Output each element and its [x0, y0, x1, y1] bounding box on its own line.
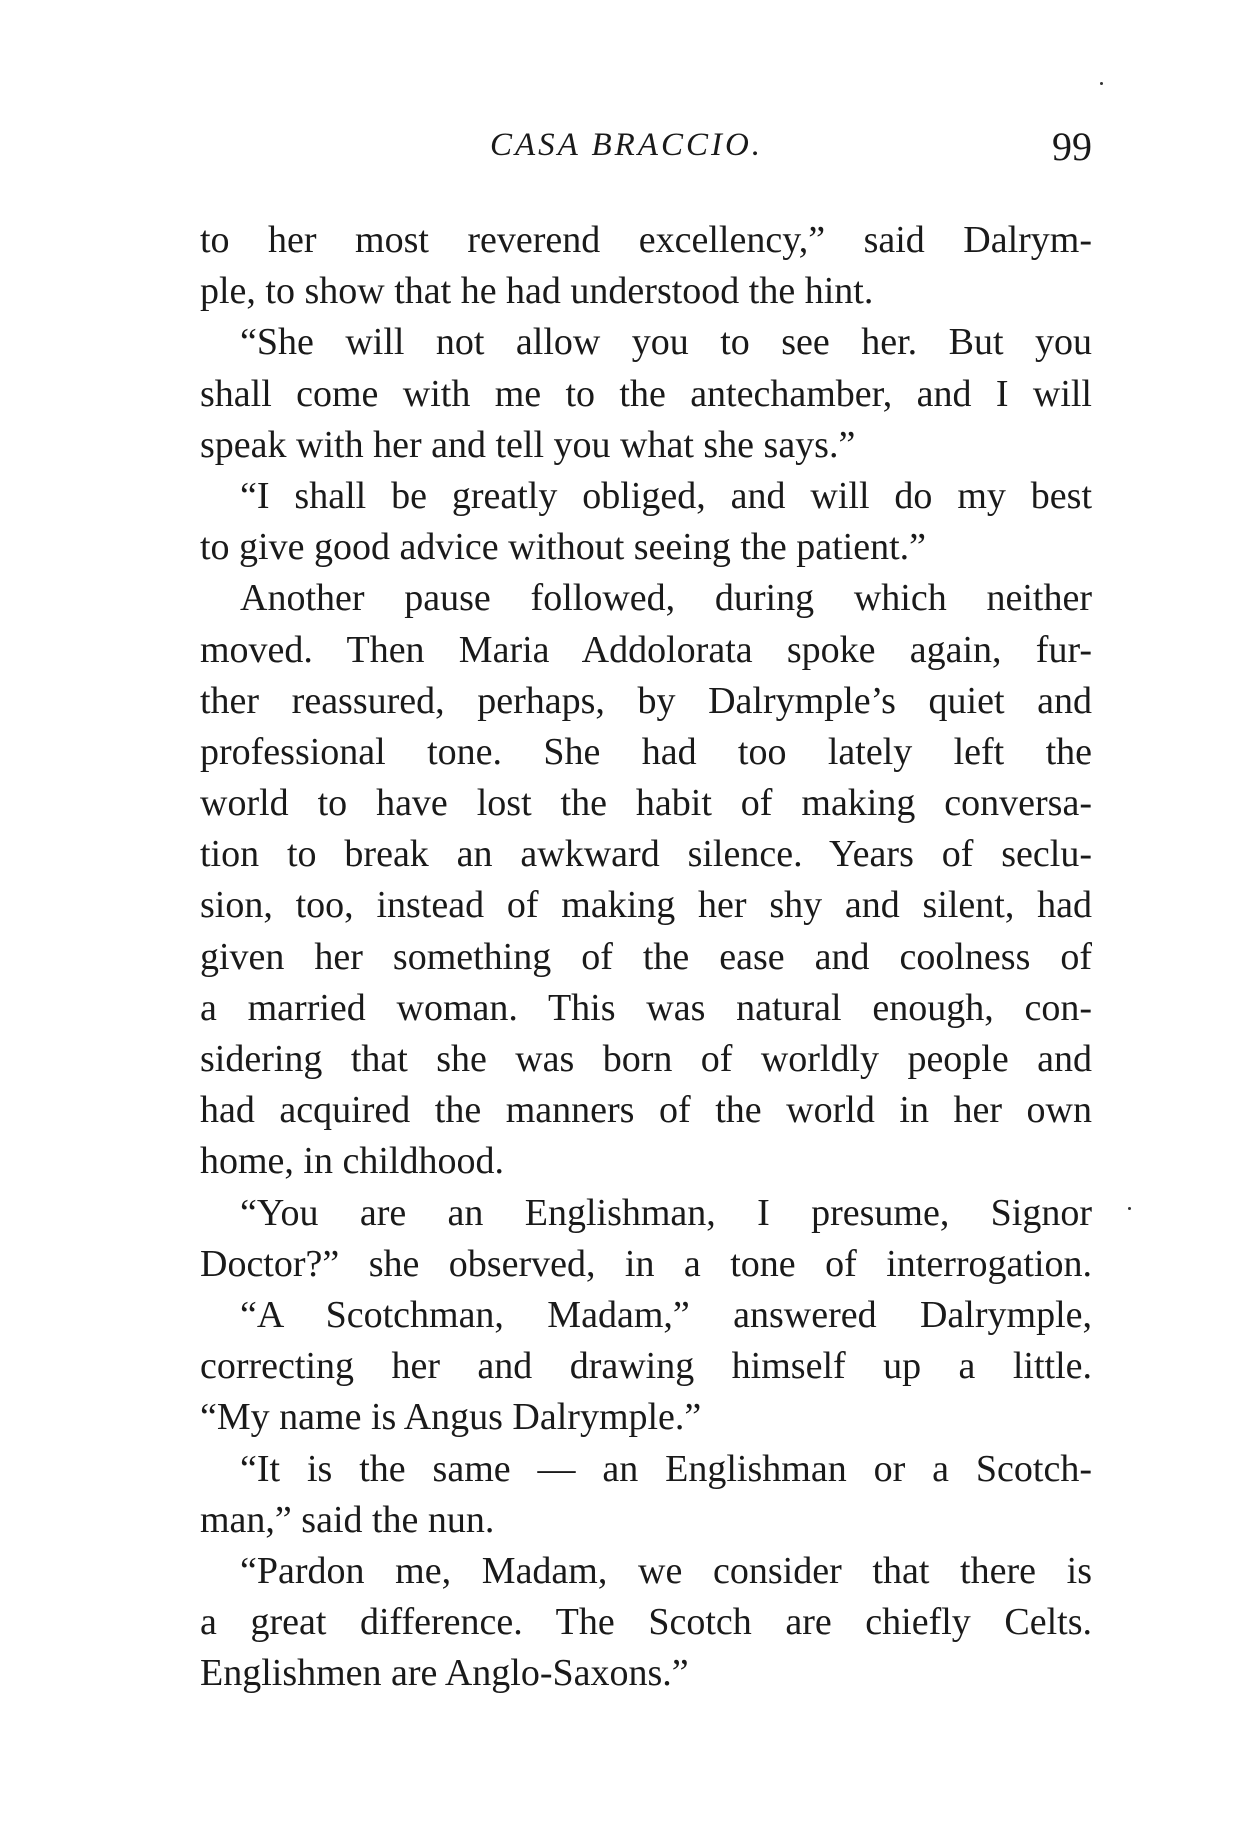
text-line: home, in childhood. — [200, 1140, 504, 1183]
text-line: to her most reverend excellency,” said Dalrym- — [200, 219, 1092, 261]
text-line: world to have lost the habit of making conversa- — [200, 782, 1092, 825]
running-head — [200, 124, 1092, 177]
text-line: “A Scotchman, Madam,” answered Dalrymple, — [240, 1293, 1092, 1336]
running-title: CASA BRACCIO. — [490, 127, 764, 163]
text-line: speak with her and tell you what she says.” — [200, 423, 856, 466]
text-line: given her something of the ease and coolness of — [200, 935, 1092, 978]
text-line: Another pause followed, during which neither — [240, 577, 1092, 620]
paper-speck — [1128, 1207, 1131, 1210]
text-line: “It is the same — an Englishman or a Scotch- — [240, 1447, 1092, 1490]
text-line: “My name is Angus Dalrymple.” — [200, 1396, 702, 1439]
text-line: sidering that she was born of worldly people and — [200, 1038, 1092, 1080]
text-line: a married woman. This was natural enough, con- — [200, 986, 1092, 1029]
text-line: sion, too, instead of making her shy and silent, had — [200, 884, 1092, 927]
text-line: professional tone. She had too lately left the — [200, 730, 1092, 773]
page-number: 99 — [1052, 124, 1092, 169]
text-line: tion to break an awkward silence. Years of seclu- — [200, 833, 1092, 876]
text-line: “She will not allow you to see her. But you — [240, 321, 1092, 364]
paper-speck — [1100, 82, 1103, 85]
text-line: “You are an Englishman, I presume, Signor — [240, 1191, 1092, 1234]
text-line: moved. Then Maria Addolorata spoke again, fur- — [200, 628, 1092, 671]
text-line: had acquired the manners of the world in her own — [200, 1089, 1092, 1132]
text-line: ple, to show that he had understood the hint. — [200, 270, 874, 313]
text-line: Englishmen are Anglo-Saxons.” — [200, 1652, 689, 1695]
text-line: “I shall be greatly obliged, and will do my best — [240, 474, 1092, 517]
text-line: Doctor?” she observed, in a tone of interrogation. — [200, 1242, 1092, 1285]
text-line: to give good advice without seeing the patient.” — [200, 526, 927, 569]
text-line: “Pardon me, Madam, we consider that there is — [240, 1549, 1092, 1592]
text-line: a great difference. The Scotch are chiefly Celts. — [200, 1601, 1092, 1644]
text-line: man,” said the nun. — [200, 1498, 495, 1541]
text-line: shall come with me to the antechamber, and I will — [200, 372, 1092, 415]
text-line: ther reassured, perhaps, by Dalrymple’s quiet and — [200, 679, 1092, 722]
body-text — [200, 215, 1092, 1699]
text-line: correcting her and drawing himself up a little. — [200, 1345, 1092, 1388]
